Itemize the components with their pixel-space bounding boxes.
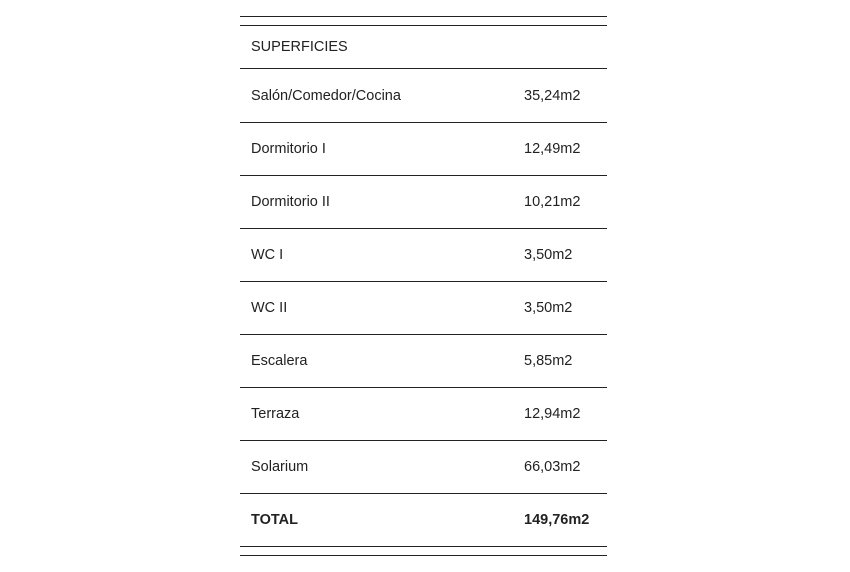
- table-row: [240, 441, 607, 494]
- row-value: 12,94m2: [524, 406, 581, 422]
- surfaces-table: [240, 16, 607, 556]
- bottom-rule: [240, 555, 607, 556]
- row-value: 35,24m2: [524, 87, 581, 104]
- table-row: [240, 388, 607, 441]
- row-value: 10,21m2: [524, 194, 581, 210]
- table-row: [240, 123, 607, 176]
- table-title: SUPERFICIES: [251, 39, 348, 55]
- row-label: WC I: [251, 247, 284, 263]
- table-header: [240, 26, 607, 69]
- row-label: Escalera: [251, 353, 308, 369]
- table-row: [240, 335, 607, 388]
- total-value: 149,76m2: [524, 512, 590, 528]
- row-label: Dormitorio I: [251, 141, 326, 157]
- row-label: Salón/Comedor/Cocina: [251, 87, 401, 104]
- table-row: [240, 282, 607, 335]
- total-row: [240, 494, 607, 547]
- row-value: 3,50m2: [524, 247, 573, 263]
- total-label: TOTAL: [251, 512, 298, 528]
- table-row: [240, 229, 607, 282]
- row-value: 66,03m2: [524, 459, 581, 475]
- row-value: 5,85m2: [524, 353, 573, 369]
- row-value: 12,49m2: [524, 141, 581, 157]
- table-row: [240, 176, 607, 229]
- row-label: Terraza: [251, 406, 300, 422]
- row-label: WC II: [251, 300, 288, 316]
- top-rule-outer: [240, 16, 607, 17]
- table-row: [240, 69, 607, 123]
- row-label: Solarium: [251, 459, 309, 475]
- row-value: 3,50m2: [524, 300, 573, 316]
- row-label: Dormitorio II: [251, 194, 330, 210]
